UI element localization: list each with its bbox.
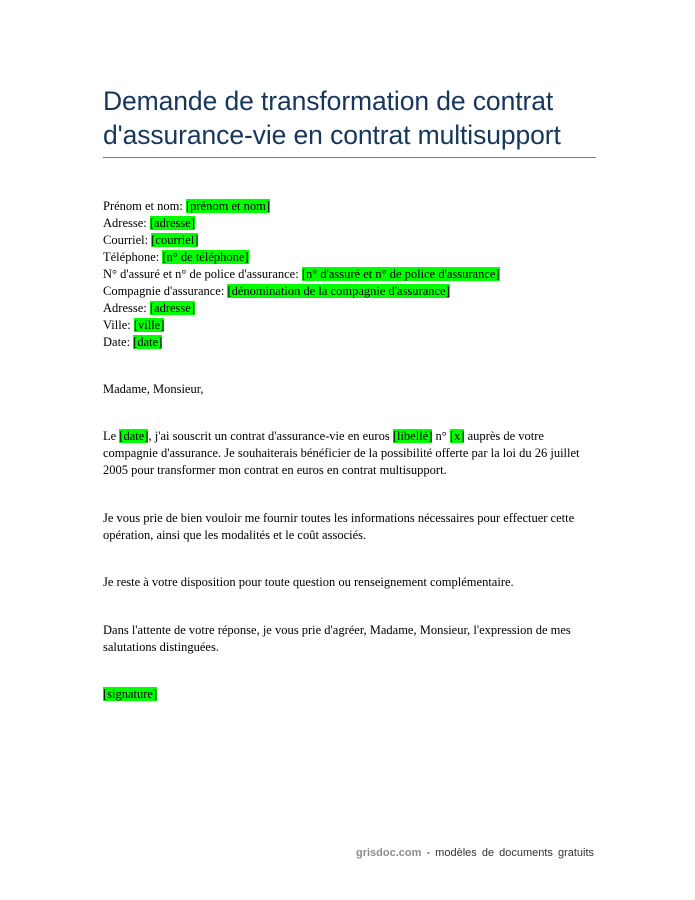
field-label: Courriel: (103, 233, 152, 247)
para-text: n° (432, 429, 450, 443)
field-prenom-nom (103, 198, 500, 215)
paragraph-disposition: Je reste à votre disposition pour toute question ou renseignement complémentaire. (103, 575, 514, 589)
placeholder-numero: [x] (449, 429, 465, 443)
field-placeholder: [dénomination de la compagnie d'assurance] (227, 284, 450, 298)
paragraph-information: Je vous prie de bien vouloir me fournir toutes les informations nécessaires pour effectuer cette opération, ainsi que les modalités et le coût associés. (103, 511, 575, 542)
field-placeholder: [n° d'assuré et n° de police d'assurance] (301, 267, 500, 281)
field-adresse (103, 215, 500, 232)
field-placeholder: [adresse] (149, 301, 195, 315)
title-underline (103, 157, 596, 158)
field-adresse-compagnie (103, 300, 500, 317)
field-telephone (103, 249, 500, 266)
sender-recipient-fields (103, 198, 500, 351)
field-placeholder: [adresse] (149, 216, 195, 230)
document-title (103, 84, 603, 152)
field-label: Téléphone: (103, 250, 163, 264)
field-label: N° d'assuré et n° de police d'assurance: (103, 267, 302, 281)
field-placeholder: [ville] (133, 318, 165, 332)
field-courriel (103, 232, 500, 249)
signature-block (103, 686, 593, 703)
title-line-2: d'assurance-vie en contrat multisupport (103, 120, 561, 150)
para-text: Le (103, 429, 120, 443)
field-placeholder: [date] (133, 335, 163, 349)
title-line-1: Demande de transformation de contrat (103, 86, 554, 116)
para-text: , j'ai souscrit un contrat d'assurance-vie en euros (148, 429, 393, 443)
placeholder-libelle: [libellé] (392, 429, 433, 443)
paragraph-request (103, 428, 593, 479)
field-label: Adresse: (103, 301, 150, 315)
field-date (103, 334, 500, 351)
footer-brand-link[interactable]: grisdoc.com (356, 847, 422, 859)
salutation: Madame, Monsieur, (103, 382, 204, 396)
field-placeholder: [courriel] (151, 233, 199, 247)
placeholder-date: [date] (119, 429, 149, 443)
field-label: Prénom et nom: (103, 199, 186, 213)
field-ville (103, 317, 500, 334)
placeholder-signature: [signature] (103, 687, 158, 701)
field-label: Ville: (103, 318, 134, 332)
footer-tagline: - modèles de documents gratuits (421, 847, 595, 859)
field-placeholder: [prénom et nom] (185, 199, 270, 213)
field-label: Date: (103, 335, 134, 349)
paragraph-closing: Dans l'attente de votre réponse, je vous prie d'agréer, Madame, Monsieur, l'expression de mes salutations distinguées. (103, 623, 571, 654)
field-compagnie (103, 283, 500, 300)
field-numero-assure-police (103, 266, 500, 283)
field-label: Adresse: (103, 216, 150, 230)
footer (356, 847, 594, 859)
para-text: auprès de votre compagnie d'assurance. Je souhaiterais bénéficier de la possibilité offerte par la loi du 26 juillet 2005 pour transformer mon contrat en euros en contrat multisupport. (103, 429, 580, 477)
field-placeholder: [n° de téléphone] (162, 250, 249, 264)
field-label: Compagnie d'assurance: (103, 284, 228, 298)
